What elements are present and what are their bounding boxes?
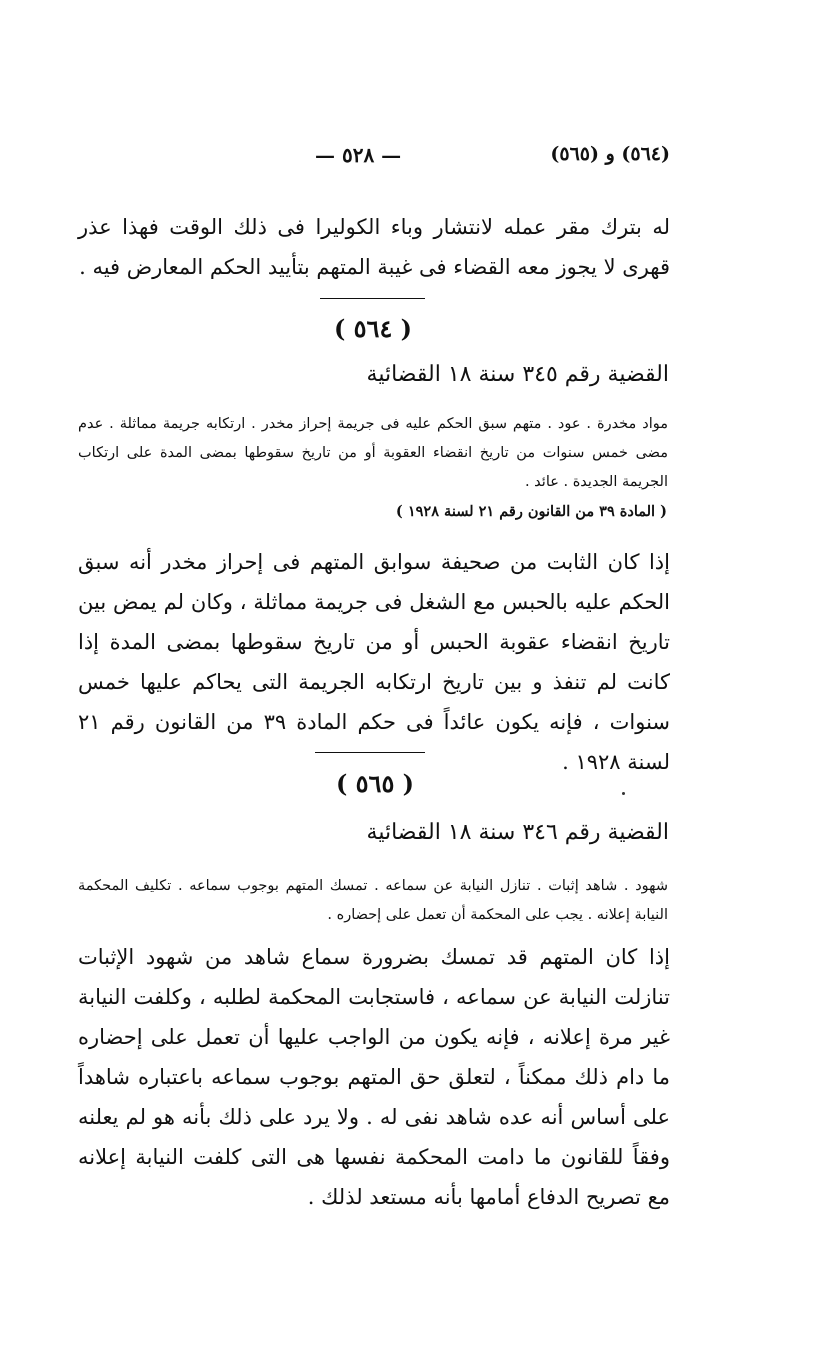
- case-keywords: مواد مخدرة . عود . متهم سبق الحكم عليه فى جريمة إحراز مخدر . ارتكابه جريمة مماثلة . عدم مضى خمس سنوات من تاريخ انقضاء العقوبة أو من تاريخ سقوطها بمضى المدة على ارتكاب الجريمة الجديدة . عائد .: [78, 416, 668, 490]
- case-title: القضية رقم ٣٤٦ سنة ١٨ القضائية: [366, 820, 669, 845]
- page-number: — ٥٢٨ —: [315, 143, 402, 167]
- case-title: القضية رقم ٣٤٥ سنة ١٨ القضائية: [366, 362, 669, 387]
- case-number: ( ٥٦٤ ): [333, 314, 413, 343]
- case-range: (٥٦٤) و (٥٦٥): [550, 143, 670, 165]
- case-number: ( ٥٦٥ ): [335, 769, 415, 798]
- page-header: [80, 143, 670, 173]
- print-speck: [622, 792, 625, 795]
- continuation-paragraph: له بترك مقر عمله لانتشار وباء الكوليرا فى ذلك الوقت فهذا عذر قهرى لا يجوز معه القضاء فى غيبة المتهم بتأييد الحكم المعارض فيه .: [78, 215, 670, 279]
- case-keywords: شهود . شاهد إثبات . تنازل النيابة عن سماعه . تمسك المتهم بوجوب سماعه . تكليف المحكمة النيابة إعلانه . يجب على المحكمة أن تعمل على إحضاره .: [78, 878, 668, 923]
- ruling-paragraph: إذا كان الثابت من صحيفة سوابق المتهم فى إحراز مخدر أنه سبق الحكم عليه بالحبس مع الشغل فى جريمة مماثلة ، وكان لم يمض بين تاريخ انقضاء عقوبة الحبس أو من تاريخ سقوطها بمضى المدة إذا كانت لم تنفذ و بين تاريخ ارتكابه الجريمة التى يحاكم عليها خمس سنوات ، فإنه يكون عائداً فى حكم المادة ٣٩ من القانون رقم ٢١ لسنة ١٩٢٨ .: [78, 550, 670, 774]
- section-divider: [320, 298, 425, 299]
- law-article-reference: ( المادة ٣٩ من القانون رقم ٢١ لسنة ١٩٢٨ ): [395, 503, 667, 520]
- section-divider: [315, 752, 425, 753]
- ruling-paragraph: إذا كان المتهم قد تمسك بضرورة سماع شاهد من شهود الإثبات تنازلت النيابة عن سماعه ، فاستجابت المحكمة لطلبه ، وكلفت النيابة غير مرة إعلانه ، فإنه يكون من الواجب عليها أن تعمل على إحضاره ما دام ذلك ممكناً ، لتعلق حق المتهم بوجوب سماعه باعتباره شاهداً على أساس أنه عده شاهد نفى له . ولا يرد على ذلك بأنه هو لم يعلنه وفقاً للقانون ما دامت المحكمة نفسها هى التى كلفت النيابة إعلانه مع تصريح الدفاع أمامها بأنه مستعد لذلك .: [78, 945, 670, 1209]
